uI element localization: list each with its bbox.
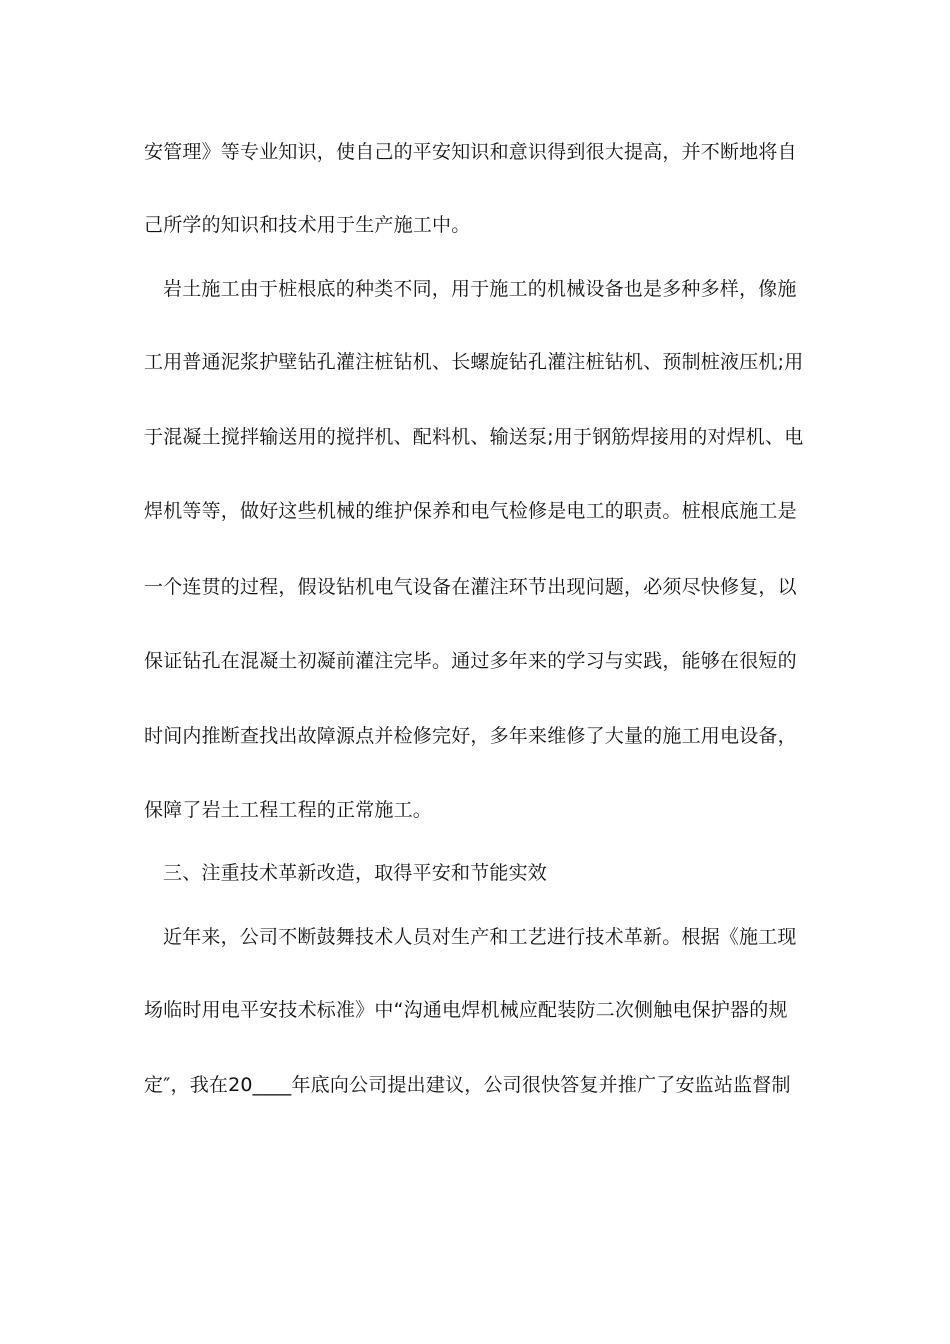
text-line: 时间内推断查找出故障源点并检修完好，多年来维修了大量的施工用电设备，: [144, 725, 797, 747]
text-line: 保障了岩土工程工程的正常施工。: [144, 799, 433, 821]
text-line: 场临时用电平安技术标准》中“沟通电焊机械应配装防二次侧触电保护器的规: [144, 999, 788, 1021]
section-heading: 三、注重技术革新改造，取得平安和节能实效: [163, 862, 548, 884]
text-line: 一个连贯的过程，假设钻机电气设备在灌注环节出现问题，必须尽快修复，以: [144, 576, 797, 598]
text-line: 焊机等等，做好这些机械的维护保养和电气检修是电工的职责。桩根底施工是: [144, 500, 797, 522]
text-line: 定″，我在20____年底向公司提出建议，公司很快答复并推广了安监站监督制: [144, 1074, 791, 1096]
text-line: 于混凝土搅拌输送用的搅拌机、配料机、输送泵;用于钢筋焊接用的对焊机、电: [144, 426, 804, 448]
text-line: 己所学的知识和技术用于生产施工中。: [144, 214, 471, 236]
text-line: 保证钻孔在混凝土初凝前灌注完毕。通过多年来的学习与实践，能够在很短的: [144, 650, 797, 672]
paragraph-start-line: 岩土施工由于桩根底的种类不同，用于施工的机械设备也是多种多样，像施: [163, 278, 797, 300]
text-line: 安管理》等专业知识，使自己的平安知识和意识得到很大提高，并不断地将自: [144, 141, 797, 163]
paragraph-start-line: 近年来，公司不断鼓舞技术人员对生产和工艺进行技术革新。根据《施工现: [163, 926, 797, 948]
text-line: 工用普通泥浆护壁钻孔灌注桩钻机、长螺旋钻孔灌注桩钻机、预制桩液压机;用: [144, 351, 804, 373]
